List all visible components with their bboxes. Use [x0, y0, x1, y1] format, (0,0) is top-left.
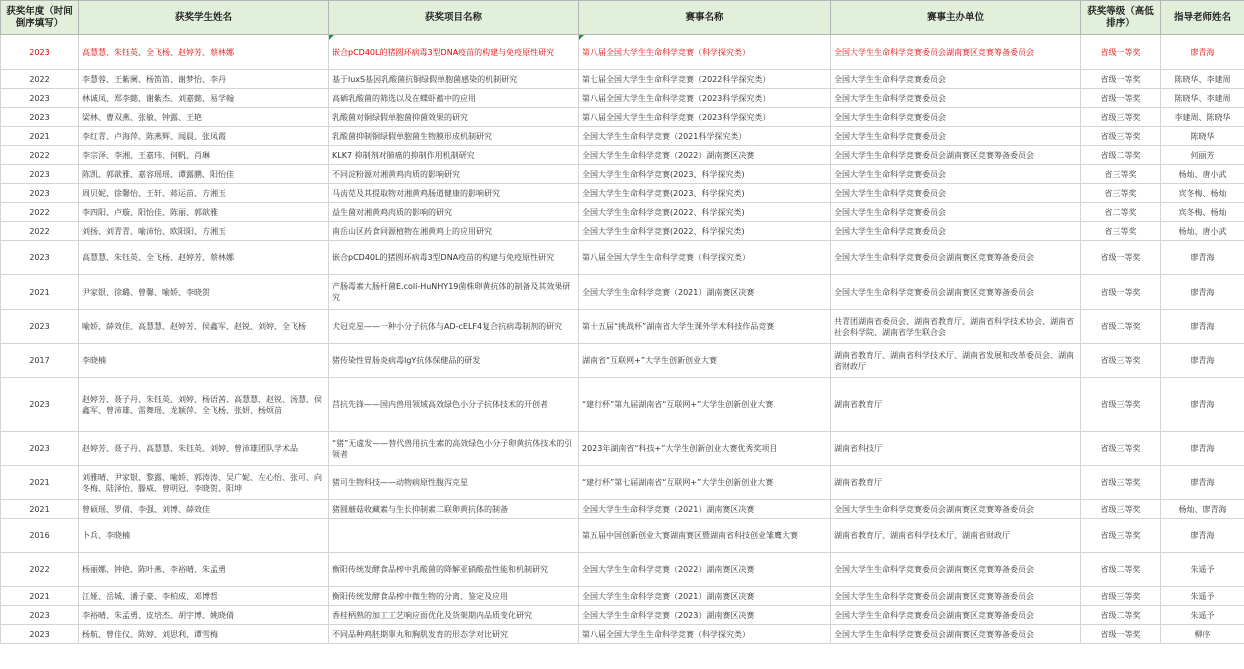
cell-competition[interactable]: 第十五届“挑战杯”湖南省大学生课外学术科技作品竞赛 [579, 310, 831, 344]
cell-competition[interactable]: 第八届全国大学生生命科学竞赛（科学探究类） [579, 241, 831, 275]
cell-organizer[interactable]: 全国大学生生命科学竞赛委员会 [831, 165, 1081, 184]
cell-year[interactable]: 2023 [1, 241, 79, 275]
cell-organizer[interactable]: 全国大学生生命科学竞赛委员会 [831, 70, 1081, 89]
cell-competition[interactable]: 第八届全国大学生生命科学竞赛（2023科学探究类） [579, 108, 831, 127]
cell-competition[interactable]: 全国大学生生命科学竞赛（2021科学探究类） [579, 127, 831, 146]
cell-level[interactable]: 省级三等奖 [1081, 127, 1161, 146]
cell-project[interactable]: 猪传染性胃肠炎病毒IgY抗体保健品的研发 [329, 344, 579, 378]
cell-teacher[interactable]: 朱遥予 [1161, 587, 1244, 606]
cell-project[interactable]: 猪圆蘑菇收藏素与生长抑制素二联卵黄抗体的制备 [329, 500, 579, 519]
cell-students[interactable]: 林诚凤、郑李懿、谢紫杰、刘嘉懿、易学翰 [79, 89, 329, 108]
col-header-level[interactable]: 获奖等级（高低排序） [1081, 1, 1161, 35]
cell-year[interactable]: 2023 [1, 35, 79, 70]
cell-competition[interactable]: “建行杯”第七届湖南省“互联网+”大学生创新创业大赛 [579, 466, 831, 500]
cell-organizer[interactable]: 全国大学生生命科学竞赛委员会湖南赛区竞赛筹备委员会 [831, 553, 1081, 587]
cell-project[interactable]: 高硒乳酸菌的筛选以及在蝶虾蓄中的应用 [329, 89, 579, 108]
cell-project[interactable]: 嵌合pCD40L的猪圆环病毒3型DNA疫苗的构建与免疫原性研究 [329, 35, 579, 70]
cell-teacher[interactable]: 柳序 [1161, 625, 1244, 644]
cell-level[interactable]: 省级三等奖 [1081, 519, 1161, 553]
cell-students[interactable]: 刘扬、刘青青、喻沛怡、欧阳阳、方湘玉 [79, 222, 329, 241]
cell-year[interactable]: 2023 [1, 89, 79, 108]
cell-students[interactable]: 李宗泽、李湘、王嘉玮、何帆、肖琳 [79, 146, 329, 165]
cell-level[interactable]: 省级一等奖 [1081, 275, 1161, 310]
cell-project[interactable]: 猪可生物科技——动物病原性腹泻克星 [329, 466, 579, 500]
table-row [1, 310, 1244, 344]
table-row [1, 241, 1244, 275]
cell-organizer[interactable]: 全国大学生生命科学竞赛委员会 [831, 184, 1081, 203]
cell-level[interactable]: 省级三等奖 [1081, 344, 1161, 378]
header-row [1, 1, 1244, 35]
col-header-teacher[interactable]: 指导老师姓名 [1161, 1, 1244, 35]
cell-students[interactable]: 杨丽娜、钟艳、陈叶燕、李裕晴、朱孟勇 [79, 553, 329, 587]
table-row [1, 127, 1244, 146]
cell-level[interactable]: 省三等奖 [1081, 184, 1161, 203]
cell-level[interactable]: 省级三等奖 [1081, 466, 1161, 500]
cell-project[interactable]: 衡阳传统发酵食品榨中微生物的分离、鉴定及应用 [329, 587, 579, 606]
cell-level[interactable]: 省级二等奖 [1081, 606, 1161, 625]
comment-marker-icon[interactable] [579, 35, 584, 40]
cell-teacher[interactable]: 朱遥予 [1161, 606, 1244, 625]
table-row [1, 344, 1244, 378]
table-row [1, 222, 1244, 241]
cell-project[interactable]: 犬冠克星——一种小分子抗体与AD-cELF4复合抗病毒制剂的研究 [329, 310, 579, 344]
cell-year[interactable]: 2017 [1, 344, 79, 378]
cell-level[interactable]: 省三等奖 [1081, 222, 1161, 241]
cell-teacher[interactable]: 陈晓华、李建周 [1161, 89, 1244, 108]
cell-level[interactable]: 省级一等奖 [1081, 35, 1161, 70]
cell-competition[interactable]: 全国大学生生命科学竞赛(2022、科学探究类) [579, 203, 831, 222]
cell-students[interactable]: 尹家银、徐璐、曾馨、喻娇、李晓贺 [79, 275, 329, 310]
cell-organizer[interactable]: 全国大学生生命科学竞赛委员会湖南赛区竞赛筹备委员会 [831, 35, 1081, 70]
cell-level[interactable]: 省级三等奖 [1081, 378, 1161, 432]
cell-organizer[interactable]: 全国大学生生命科学竞赛委员会湖南赛区竞赛筹备委员会 [831, 587, 1081, 606]
col-header-year[interactable]: 获奖年度（时间倒序填写） [1, 1, 79, 35]
cell-project[interactable]: 产肠毒素大肠杆菌E.coli-HuNHY19菌株卵黄抗体的制备及其效果研究 [329, 275, 579, 310]
cell-project[interactable]: 马齿苋及其提取物对湘黄鸡肠道健康的影响研究 [329, 184, 579, 203]
cell-competition[interactable]: 第八届全国大学生生命科学竞赛（科学探究类） [579, 625, 831, 644]
cell-organizer[interactable]: 全国大学生生命科学竞赛委员会湖南赛区竞赛筹备委员会 [831, 500, 1081, 519]
cell-organizer[interactable]: 湖南省教育厅 [831, 466, 1081, 500]
cell-teacher[interactable]: 廖青海 [1161, 275, 1244, 310]
cell-project[interactable]: 南岳山区药食同源植物在湘黄鸡上的应用研究 [329, 222, 579, 241]
cell-year[interactable]: 2023 [1, 432, 79, 466]
cell-organizer[interactable]: 全国大学生生命科学竞赛委员会湖南赛区竞赛筹备委员会 [831, 606, 1081, 625]
cell-level[interactable]: 省级一等奖 [1081, 89, 1161, 108]
cell-year[interactable]: 2021 [1, 127, 79, 146]
cell-year[interactable]: 2022 [1, 70, 79, 89]
cell-competition[interactable]: 全国大学生生命科学竞赛（2022）湖南赛区决赛 [579, 553, 831, 587]
cell-year[interactable]: 2021 [1, 587, 79, 606]
cell-year[interactable]: 2021 [1, 275, 79, 310]
cell-level[interactable]: 省二等奖 [1081, 203, 1161, 222]
cell-level[interactable]: 省级二等奖 [1081, 553, 1161, 587]
cell-competition[interactable]: 湖南省“互联网+”大学生创新创业大赛 [579, 344, 831, 378]
cell-students[interactable]: 高慧慧、朱钰英、全飞杨、赵婷芳、蔡林娜 [79, 35, 329, 70]
table-row [1, 606, 1244, 625]
cell-organizer[interactable]: 共青团湖南省委员会、湖南省教育厅、湖南省科学技术协会、湖南省社会科学院、湖南省学生联合会 [831, 310, 1081, 344]
cell-organizer[interactable]: 湖南省科技厅 [831, 432, 1081, 466]
cell-level[interactable]: 省级一等奖 [1081, 625, 1161, 644]
cell-teacher[interactable]: 宾冬梅、杨灿 [1161, 184, 1244, 203]
table-row [1, 275, 1244, 310]
cell-project[interactable]: 不同品种鸡胚期睾丸和胸肌发育的形态学对比研究 [329, 625, 579, 644]
cell-level[interactable]: 省级三等奖 [1081, 587, 1161, 606]
cell-students[interactable]: 李晓楠 [79, 344, 329, 378]
cell-organizer[interactable]: 湖南省教育厅 [831, 378, 1081, 432]
cell-competition[interactable]: “建行杯”第九届湖南省“互联网+”大学生创新创业大赛 [579, 378, 831, 432]
col-header-organizer[interactable]: 赛事主办单位 [831, 1, 1081, 35]
cell-competition[interactable]: 全国大学生生命科学竞赛（2021）湖南赛区决赛 [579, 587, 831, 606]
cell-students[interactable]: 李四阳、卢璇、阳怡佳、陈丽、郭歆雅 [79, 203, 329, 222]
cell-project[interactable]: 乳酸菌对铜绿假单胞菌抑菌效果的研究 [329, 108, 579, 127]
cell-students[interactable]: 李裕晴、朱孟勇、皮培杰、胡宇博、姚晓倩 [79, 606, 329, 625]
cell-project[interactable]: 嵌合pCD40L的猪圆环病毒3型DNA疫苗的构建与免疫原性研究 [329, 241, 579, 275]
cell-organizer[interactable]: 全国大学生生命科学竞赛委员会湖南赛区竞赛筹备委员会 [831, 241, 1081, 275]
cell-year[interactable]: 2023 [1, 165, 79, 184]
cell-year[interactable]: 2023 [1, 310, 79, 344]
cell-competition[interactable]: 2023年湖南省“科技+”大学生创新创业大赛优秀奖项目 [579, 432, 831, 466]
comment-marker-icon[interactable] [329, 35, 334, 40]
cell-students[interactable]: 刘雅晴、尹家银、黎露、喻娇、郭涛涛、吴广妮、左心怡、张可、向冬梅、陆泽怡、滕威、曾明冠、李晓贺、阳坤 [79, 466, 329, 500]
cell-teacher[interactable]: 李建周、陈晓华 [1161, 108, 1244, 127]
cell-organizer[interactable]: 全国大学生生命科学竞赛委员会湖南赛区竞赛筹备委员会 [831, 625, 1081, 644]
cell-competition[interactable]: 全国大学生生命科学竞赛(2023、科学探究类) [579, 184, 831, 203]
cell-teacher[interactable]: 廖青海 [1161, 344, 1244, 378]
cell-level[interactable]: 省级三等奖 [1081, 500, 1161, 519]
cell-competition[interactable]: 全国大学生生命科学竞赛（2022）湖南赛区决赛 [579, 146, 831, 165]
cell-teacher[interactable]: 宾冬梅、杨灿 [1161, 203, 1244, 222]
cell-year[interactable]: 2021 [1, 500, 79, 519]
cell-students[interactable]: 江娅、岳城、潘子豪、李柏成、邓博哲 [79, 587, 329, 606]
cell-year[interactable]: 2023 [1, 108, 79, 127]
cell-year[interactable]: 2023 [1, 606, 79, 625]
cell-project[interactable]: 不同淀粉源对湘黄鸡肉质的影响研究 [329, 165, 579, 184]
cell-organizer[interactable]: 全国大学生生命科学竞赛委员会 [831, 89, 1081, 108]
cell-project[interactable]: 香桂柄熟的加工工艺响应面优化及货架期内品质变化研究 [329, 606, 579, 625]
cell-students[interactable]: 赵婷芳、聂子丹、高慧慧、朱钰英、刘婷、曾沛雄团队学术品 [79, 432, 329, 466]
cell-competition[interactable]: 全国大学生生命科学竞赛(2022、科学探究类) [579, 222, 831, 241]
cell-level[interactable]: 省级一等奖 [1081, 70, 1161, 89]
cell-year[interactable]: 2022 [1, 203, 79, 222]
col-header-students[interactable]: 获奖学生姓名 [79, 1, 329, 35]
cell-students[interactable]: 赵婷芳、聂子丹、朱钰英、刘婷、杨语茜、高慧慧、赵锐、汤慧、侯鑫军、曾沛雄、雷舞瑶、龙颖萍、全飞杨、张妍、杨烦苗 [79, 378, 329, 432]
cell-teacher[interactable]: 廖青海 [1161, 519, 1244, 553]
cell-project[interactable]: 乳酸菌抑制铜绿假单胞菌生物膜形成机制研究 [329, 127, 579, 146]
cell-level[interactable]: 省级一等奖 [1081, 241, 1161, 275]
cell-students[interactable]: 李红青、卢海萍、陈燕辉、闻晨、张凤霞 [79, 127, 329, 146]
table-row [1, 519, 1244, 553]
cell-level[interactable]: 省级三等奖 [1081, 432, 1161, 466]
table-row [1, 108, 1244, 127]
cell-year[interactable]: 2022 [1, 222, 79, 241]
table-row [1, 625, 1244, 644]
table-row [1, 432, 1244, 466]
cell-teacher[interactable]: 陈晓华 [1161, 127, 1244, 146]
cell-teacher[interactable]: 廖青海 [1161, 378, 1244, 432]
cell-students[interactable]: 周贝妮、徐馨怡、王轩、蒋运苗、方湘玉 [79, 184, 329, 203]
cell-project[interactable]: 益生菌对湘黄鸡肉质的影响的研究 [329, 203, 579, 222]
table-row [1, 165, 1244, 184]
table-row [1, 500, 1244, 519]
cell-project[interactable]: 基于luxS基因乳酸菌抗铜绿假单胞菌感染的机制研究 [329, 70, 579, 89]
cell-competition[interactable]: 全国大学生生命科学竞赛（2021）湖南赛区决赛 [579, 275, 831, 310]
cell-students[interactable]: 李慧蓉、王紫阑、杨笛笛、谢梦怡、李丹 [79, 70, 329, 89]
cell-level[interactable]: 省三等奖 [1081, 165, 1161, 184]
table-row [1, 378, 1244, 432]
cell-teacher[interactable]: 杨灿、唐小武 [1161, 222, 1244, 241]
table-row [1, 466, 1244, 500]
table-body [1, 35, 1244, 644]
table-row [1, 184, 1244, 203]
cell-year[interactable]: 2023 [1, 184, 79, 203]
cell-year[interactable]: 2016 [1, 519, 79, 553]
table-row [1, 89, 1244, 108]
cell-year[interactable]: 2021 [1, 466, 79, 500]
cell-students[interactable]: 杨航、曾佳仪、陈婷、刘思利、谭雪梅 [79, 625, 329, 644]
cell-organizer[interactable]: 全国大学生生命科学竞赛委员会 [831, 108, 1081, 127]
cell-teacher[interactable]: 杨灿、廖青海 [1161, 500, 1244, 519]
cell-level[interactable]: 省级二等奖 [1081, 310, 1161, 344]
cell-teacher[interactable]: 何丽芳 [1161, 146, 1244, 165]
cell-teacher[interactable]: 廖青海 [1161, 466, 1244, 500]
cell-students[interactable]: 卜兵、李晓楠 [79, 519, 329, 553]
cell-project[interactable]: KLK7 抑制剂对肺癌的抑制作用机制研究 [329, 146, 579, 165]
cell-level[interactable]: 省级三等奖 [1081, 108, 1161, 127]
table-row [1, 203, 1244, 222]
cell-competition[interactable]: 第八届全国大学生生命科学竞赛（2023科学探究类） [579, 89, 831, 108]
cell-organizer[interactable]: 湖南省教育厅、湖南省科学技术厅、湖南省发展和改革委员会、湖南省财政厅 [831, 344, 1081, 378]
cell-year[interactable]: 2022 [1, 553, 79, 587]
table-row [1, 553, 1244, 587]
cell-project[interactable]: 衡阳传统发酵食品榨中乳酸菌的降解亚硝酸盐性能和机制研究 [329, 553, 579, 587]
cell-teacher[interactable]: 廖青海 [1161, 432, 1244, 466]
cell-teacher[interactable]: 廖青海 [1161, 35, 1244, 70]
cell-organizer[interactable]: 全国大学生生命科学竞赛委员会湖南赛区竞赛筹备委员会 [831, 275, 1081, 310]
cell-competition[interactable]: 全国大学生生命科学竞赛（2021）湖南赛区决赛 [579, 500, 831, 519]
cell-students[interactable]: 高慧慧、朱钰英、全飞杨、赵婷芳、蔡林娜 [79, 241, 329, 275]
cell-organizer[interactable]: 全国大学生生命科学竞赛委员会 [831, 127, 1081, 146]
col-header-project[interactable]: 获奖项目名称 [329, 1, 579, 35]
cell-year[interactable]: 2023 [1, 378, 79, 432]
cell-organizer[interactable]: 全国大学生生命科学竞赛委员会湖南赛区竞赛筹备委员会 [831, 146, 1081, 165]
table-row [1, 35, 1244, 70]
cell-teacher[interactable]: 廖青海 [1161, 241, 1244, 275]
table-row [1, 146, 1244, 165]
cell-teacher[interactable]: 陈晓华、李建周 [1161, 70, 1244, 89]
col-header-competition[interactable]: 赛事名称 [579, 1, 831, 35]
cell-competition[interactable]: 第七届全国大学生生命科学竞赛（2022科学探究类） [579, 70, 831, 89]
cell-students[interactable]: 喻娇、薛效佳、高慧慧、赵婷芳、侯鑫军、赵锐、刘婷、全飞杨 [79, 310, 329, 344]
cell-teacher[interactable]: 廖青海 [1161, 310, 1244, 344]
cell-organizer[interactable]: 全国大学生生命科学竞赛委员会 [831, 222, 1081, 241]
cell-year[interactable]: 2022 [1, 146, 79, 165]
cell-competition[interactable]: 全国大学生生命科学竞赛(2023、科学探究类) [579, 165, 831, 184]
cell-competition[interactable]: 第五届中国创新创业大赛湖南赛区暨湖南省科技创业雏鹰大赛 [579, 519, 831, 553]
cell-teacher[interactable]: 朱遥予 [1161, 553, 1244, 587]
cell-organizer[interactable]: 全国大学生生命科学竞赛委员会 [831, 203, 1081, 222]
cell-project[interactable] [329, 519, 579, 553]
cell-organizer[interactable]: 湖南省教育厅、湖南省科学技术厅、湖南省财政厅 [831, 519, 1081, 553]
cell-students[interactable]: 曾硕瑶、罗倩、李强、刘博、薛效佳 [79, 500, 329, 519]
cell-level[interactable]: 省级二等奖 [1081, 146, 1161, 165]
cell-competition[interactable]: 全国大学生生命科学竞赛（2023）湖南赛区决赛 [579, 606, 831, 625]
cell-students[interactable]: 梁林、曹双燕、张敏、钟露、王艳 [79, 108, 329, 127]
cell-project[interactable]: 莒抗先锋——国内兽用领域高效绿色小分子抗体技术的开创者 [329, 378, 579, 432]
cell-students[interactable]: 陈凯、郭歆雅、嘉容瑶瑶、谭露鹏、阳怡佳 [79, 165, 329, 184]
cell-teacher[interactable]: 杨灿、唐小武 [1161, 165, 1244, 184]
table-row [1, 70, 1244, 89]
table-row [1, 587, 1244, 606]
cell-competition[interactable]: 第八届全国大学生生命科学竞赛（科学探究类） [579, 35, 831, 70]
cell-year[interactable]: 2023 [1, 625, 79, 644]
cell-project[interactable]: “猪”无虚发——替代兽用抗生素的高效绿色小分子卵黄抗体技术的引领者 [329, 432, 579, 466]
